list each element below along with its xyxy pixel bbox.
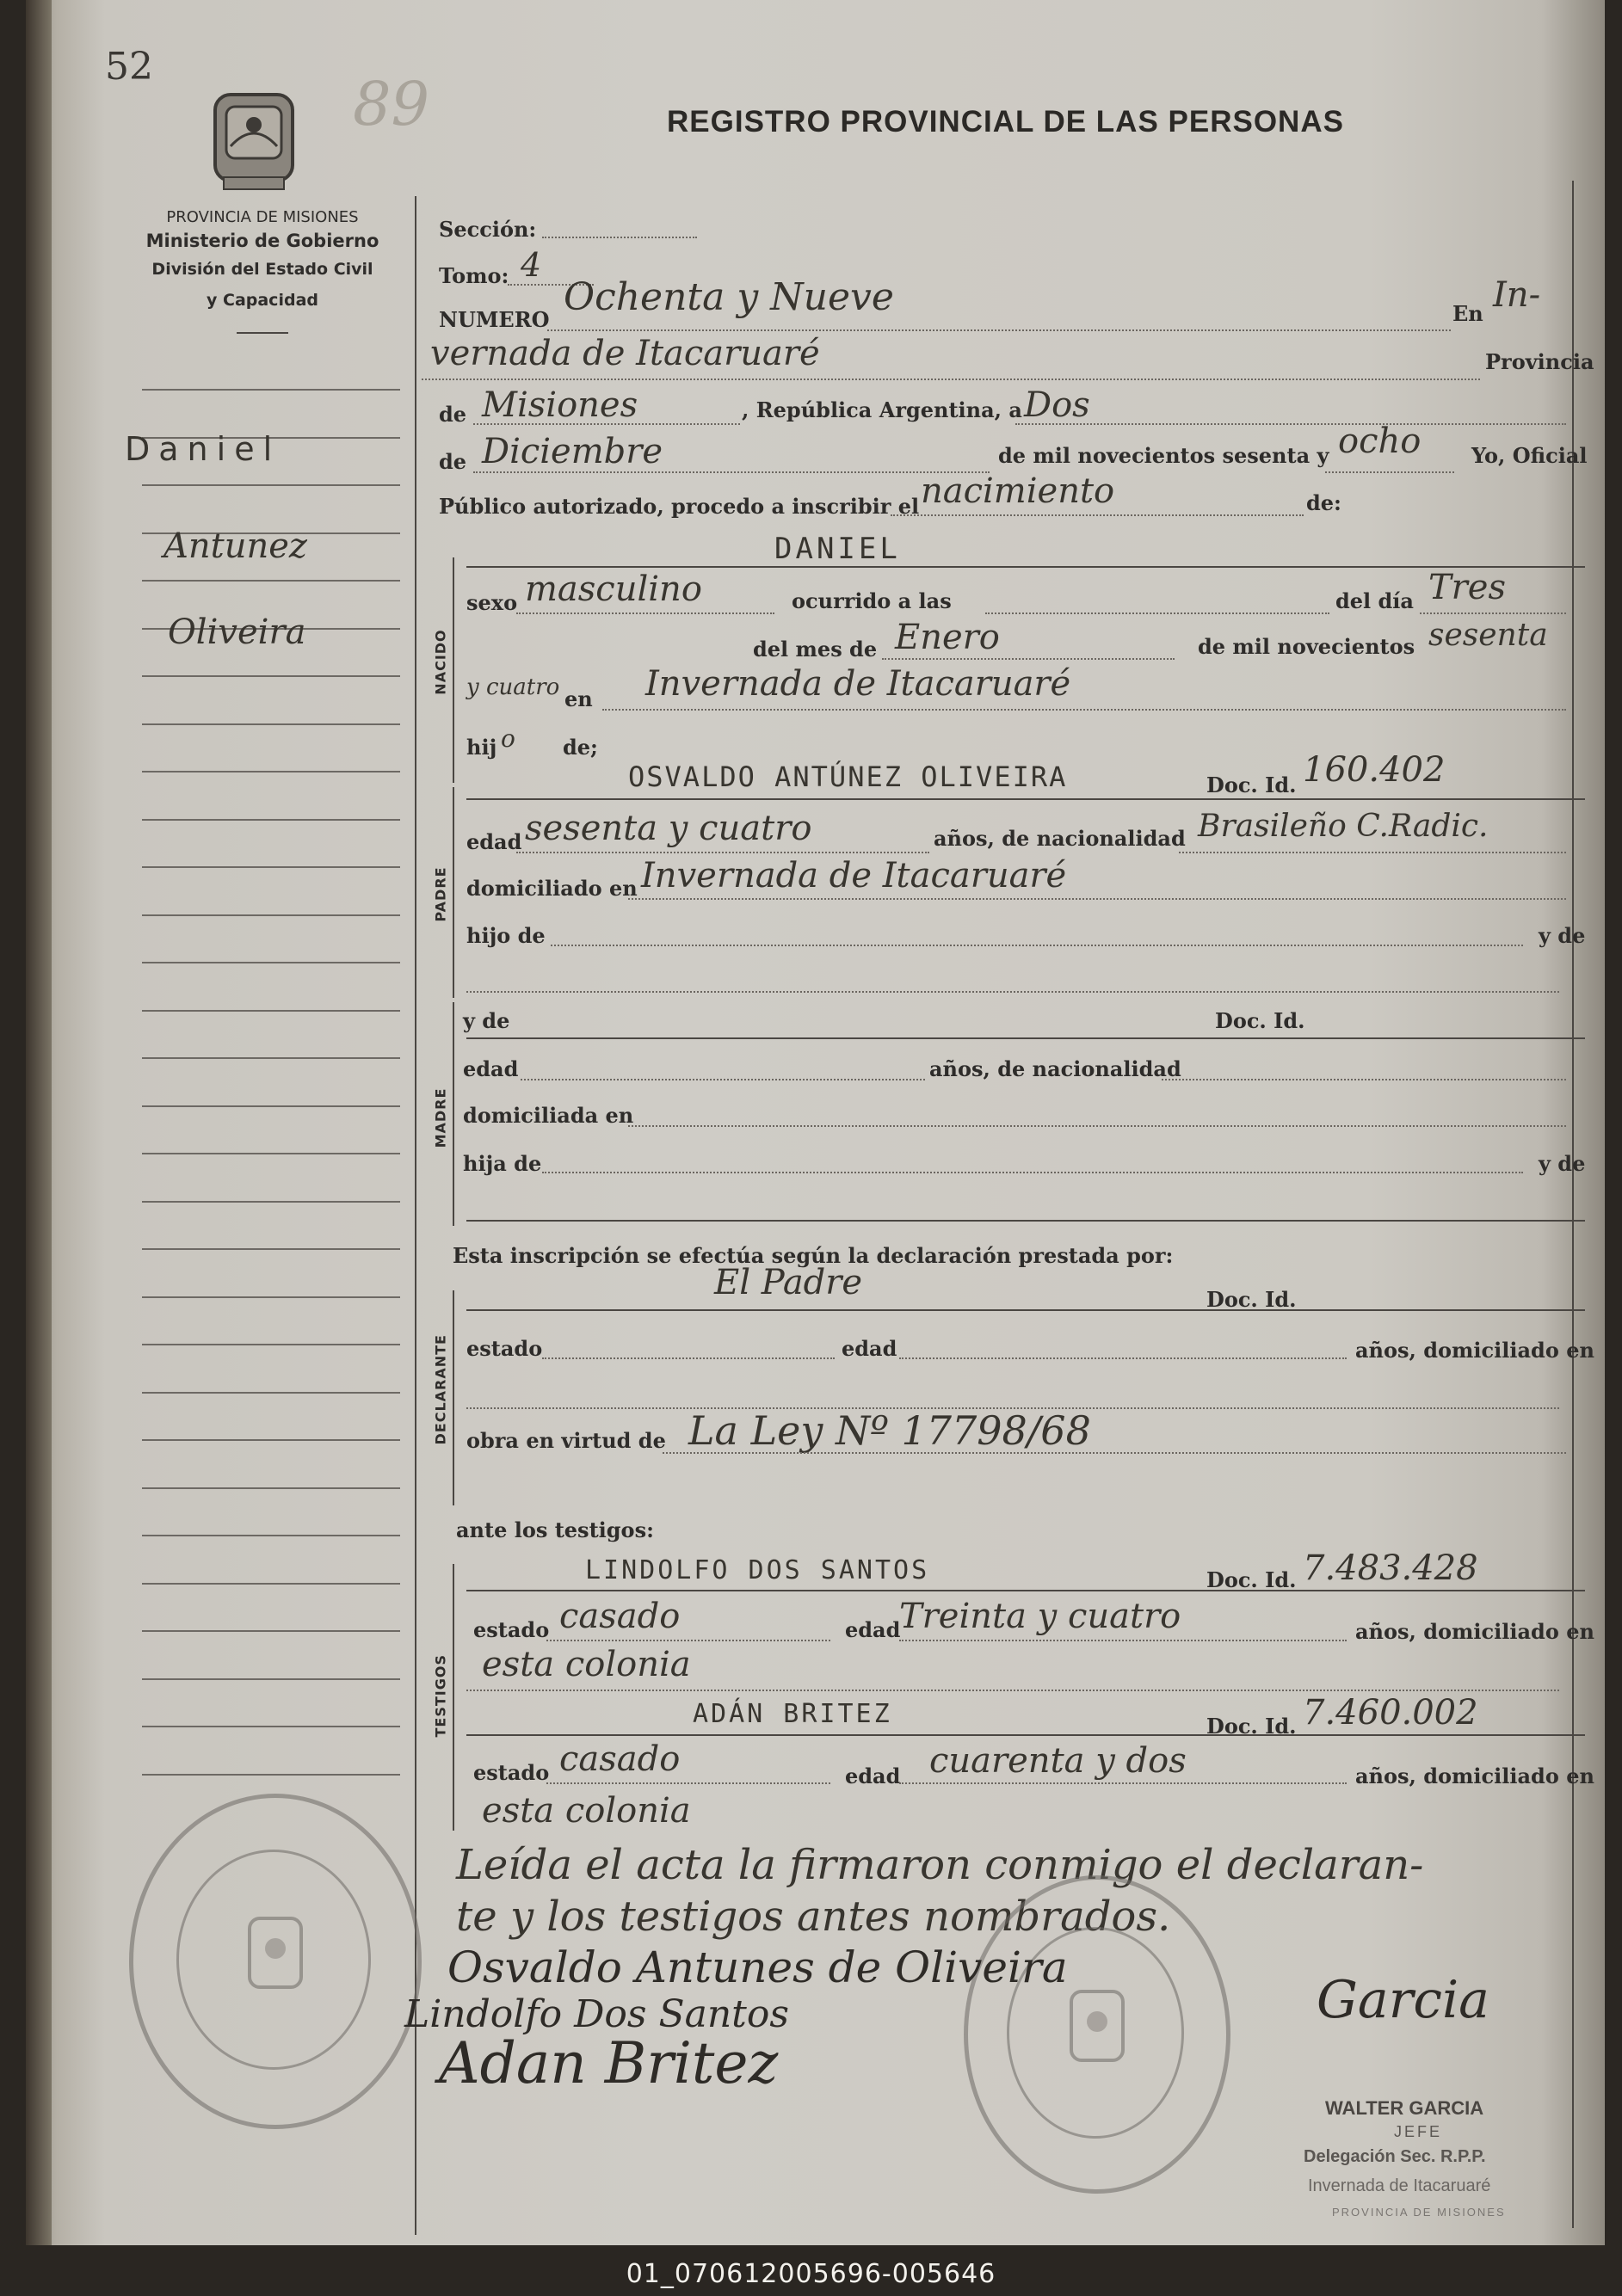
de-label-2: de xyxy=(439,449,467,474)
madre-nac-field xyxy=(1162,1079,1566,1080)
provincia-value: Misiones xyxy=(482,385,638,425)
testigo2-estado-value: casado xyxy=(559,1739,681,1779)
numero-label: NUMERO xyxy=(439,307,550,332)
margin-ruled-line xyxy=(142,1630,400,1632)
seal-stamp-left xyxy=(129,1794,422,2129)
testigos-section-label: TESTIGOS xyxy=(432,1654,449,1738)
official-stamp-name: WALTER GARCIA xyxy=(1325,2097,1484,2119)
padre-edad-label: edad xyxy=(466,829,522,854)
testigo1-estado-field xyxy=(546,1640,830,1641)
madre-hija-de-field xyxy=(542,1172,1523,1173)
book-spine-edge xyxy=(26,0,52,2245)
margin-ruled-line xyxy=(142,1248,400,1250)
official-stamp-place: Invernada de Itacaruaré xyxy=(1308,2176,1491,2195)
padre-doc-label: Doc. Id. xyxy=(1206,773,1297,797)
declarante-estado-field xyxy=(542,1357,835,1359)
org-line-1: PROVINCIA DE MISIONES xyxy=(166,208,359,226)
numero-field xyxy=(547,329,1451,331)
testigo1-estado-value: casado xyxy=(559,1597,681,1636)
de-colon-label: de: xyxy=(1306,490,1341,515)
margin-name-1: Daniel xyxy=(125,430,281,468)
testigo2-estado-label: estado xyxy=(473,1760,550,1785)
madre-domiciliada-label: domiciliada en xyxy=(463,1103,634,1128)
tomo-label: Tomo: xyxy=(439,263,509,288)
seal-stamp-center xyxy=(964,1875,1230,2194)
official-stamp-role: JEFE xyxy=(1394,2123,1443,2140)
declarante-edad-label: edad xyxy=(842,1336,897,1361)
provincial-crest-icon xyxy=(198,86,310,198)
testigo2-anos-dom-label: años, domiciliado en xyxy=(1355,1764,1594,1788)
lugar-nac-field xyxy=(602,709,1566,711)
padre-nac-field xyxy=(1179,852,1566,853)
sexo-label: sexo xyxy=(466,590,518,615)
signature-declarante: Osvaldo Antunes de Oliveira xyxy=(447,1942,1068,1992)
obra-value: La Ley Nº 17798/68 xyxy=(688,1407,1091,1454)
dia-field xyxy=(1015,423,1566,425)
testigo2-dom-value: esta colonia xyxy=(482,1791,691,1831)
signature-testigo-2: Adan Britez xyxy=(439,2030,779,2096)
margin-ruled-line xyxy=(142,1535,400,1536)
acto-field xyxy=(891,514,1304,516)
dia-nac-value: Tres xyxy=(1428,568,1506,607)
testigo1-dom-value: esta colonia xyxy=(482,1645,691,1684)
margin-ruled-line xyxy=(142,1774,400,1776)
testigo2-line xyxy=(466,1734,1585,1736)
hij-suffix: o xyxy=(501,724,515,753)
padre-hijo-de-label: hijo de xyxy=(466,923,546,948)
testigo1-line xyxy=(466,1590,1585,1591)
testigos-box-left xyxy=(453,1564,454,1831)
padre-doc-value: 160.402 xyxy=(1303,750,1446,790)
margin-ruled-line xyxy=(142,866,400,868)
official-stamp-province: PROVINCIA DE MISIONES xyxy=(1332,2206,1506,2219)
sexo-field xyxy=(516,612,774,614)
margin-ruled-line xyxy=(142,1010,400,1012)
testigo1-doc-value: 7.483.428 xyxy=(1303,1548,1478,1588)
closing-line-1: Leída el acta la firmaron conmigo el declaran- xyxy=(456,1841,1424,1889)
inscripcion-label: Esta inscripción se efectúa según la declaración prestada por: xyxy=(453,1243,1174,1268)
padre-edad-value: sesenta y cuatro xyxy=(525,809,812,848)
en-value-b: vernada de Itacaruaré xyxy=(430,334,820,373)
madre-edad-label: edad xyxy=(463,1056,519,1081)
declarante-estado-label: estado xyxy=(466,1336,543,1361)
de-label-1: de xyxy=(439,402,467,427)
declarante-doc-label: Doc. Id. xyxy=(1206,1287,1297,1312)
declarante-anos-dom-label: años, domiciliado en xyxy=(1355,1338,1594,1363)
republica-label: , República Argentina, a xyxy=(742,397,1022,422)
acto-value: nacimiento xyxy=(921,471,1115,511)
padre-box-left xyxy=(453,787,454,998)
mes-field xyxy=(473,471,990,473)
de-semi-label: de; xyxy=(563,735,598,760)
seccion-field xyxy=(542,237,697,238)
margin-ruled-line xyxy=(142,675,400,677)
pencil-note: 89 xyxy=(353,69,430,139)
testigo2-edad-label: edad xyxy=(845,1764,901,1788)
seccion-label: Sección: xyxy=(439,217,537,242)
margin-ruled-line xyxy=(142,1487,400,1489)
nacido-box-left xyxy=(453,557,454,783)
official-stamp-office: Delegación Sec. R.P.P. xyxy=(1304,2147,1486,2166)
declarante-line xyxy=(466,1309,1585,1311)
testigo1-dom-field xyxy=(466,1690,1559,1691)
document-title: REGISTRO PROVINCIAL DE LAS PERSONAS xyxy=(667,105,1344,138)
org-line-4: y Capacidad xyxy=(207,291,318,310)
declarante-value: El Padre xyxy=(714,1263,863,1302)
margin-ruled-line xyxy=(142,1439,400,1441)
margin-ruled-line xyxy=(142,484,400,486)
padre-domiciliado-label: domiciliado en xyxy=(466,876,638,901)
padre-y-de-label: y de xyxy=(1539,923,1586,948)
testigo1-nombre-value: LINDOLFO DOS SANTOS xyxy=(585,1555,930,1585)
nombre-line xyxy=(466,566,1585,568)
testigo2-doc-label: Doc. Id. xyxy=(1206,1714,1297,1739)
margin-ruled-line xyxy=(142,580,400,582)
margin-ruled-line xyxy=(142,914,400,916)
margin-name-3: Oliveira xyxy=(168,612,306,652)
provincia-field xyxy=(473,423,740,425)
nombre-value: DANIEL xyxy=(774,532,901,566)
footer-image-id: 01_070612005696-005646 xyxy=(626,2259,996,2289)
testigo1-anos-dom-label: años, domiciliado en xyxy=(1355,1619,1594,1644)
declarante-section-label: DECLARANTE xyxy=(432,1334,449,1445)
padre-anos-nac-label: años, de nacionalidad xyxy=(934,826,1186,851)
madre-section-label: MADRE xyxy=(432,1087,449,1148)
closing-line-2: te y los testigos antes nombrados. xyxy=(456,1893,1171,1941)
org-line-3: División del Estado Civil xyxy=(151,260,373,279)
testigo2-edad-value: cuarenta y dos xyxy=(929,1741,1187,1781)
dia-nac-field xyxy=(1420,612,1566,614)
testigo1-edad-value: Treinta y cuatro xyxy=(899,1597,1181,1636)
nacido-section-label: NACIDO xyxy=(432,629,449,695)
padre-hijo-de-field xyxy=(551,945,1523,946)
padre-dom-value: Invernada de Itacaruaré xyxy=(641,856,1067,896)
madre-hija-de-label: hija de xyxy=(463,1151,542,1176)
declarante-box-left xyxy=(453,1290,454,1505)
anio-nac-value-a: sesenta xyxy=(1428,618,1548,653)
madre-doc-label: Doc. Id. xyxy=(1215,1008,1305,1033)
provincia-label: Provincia xyxy=(1485,349,1594,374)
obra-field xyxy=(663,1452,1566,1454)
padre-nombre-value: OSVALDO ANTÚNEZ OLIVEIRA xyxy=(628,760,1068,793)
margin-ruled-line xyxy=(142,1392,400,1394)
padre-nac-value: Brasileño C.Radic. xyxy=(1198,809,1489,844)
lugar-nac-value: Invernada de Itacaruaré xyxy=(645,664,1071,704)
signature-testigo-1: Lindolfo Dos Santos xyxy=(404,1992,789,2036)
numero-value: Ochenta y Nueve xyxy=(564,275,894,319)
mes-nac-value: Enero xyxy=(895,618,1000,657)
testigo1-doc-label: Doc. Id. xyxy=(1206,1567,1297,1592)
margin-ruled-line xyxy=(142,1057,400,1059)
testigo2-doc-value: 7.460.002 xyxy=(1303,1693,1478,1733)
anio-nac-value-b: y cuatro xyxy=(466,674,560,700)
margin-ruled-line xyxy=(142,1153,400,1154)
hora-field xyxy=(985,612,1329,614)
margin-ruled-line xyxy=(142,1583,400,1585)
margin-ruled-line xyxy=(142,1296,400,1298)
testigo2-edad-field xyxy=(899,1782,1347,1784)
margin-ruled-line xyxy=(142,1201,400,1203)
form-right-border xyxy=(1572,181,1574,2228)
padre-dom-field xyxy=(628,898,1566,900)
margin-ruled-line xyxy=(142,1344,400,1345)
dia-value: Dos xyxy=(1024,385,1090,425)
madre-y-de-label-2: y de xyxy=(1539,1151,1586,1176)
register-page xyxy=(26,0,1605,2245)
mes-nac-field xyxy=(882,658,1175,660)
margin-ruled-line xyxy=(142,962,400,963)
hij-label: hij xyxy=(466,735,497,760)
mes-value: Diciembre xyxy=(482,432,663,471)
lugar-field xyxy=(422,379,1480,380)
page-number: 52 xyxy=(105,45,153,89)
padre-line xyxy=(466,798,1585,800)
en-nac-label: en xyxy=(564,686,593,711)
ante-label: ante los testigos: xyxy=(456,1517,654,1542)
signature-official: Garcia xyxy=(1317,1970,1489,2030)
madre-edad-field xyxy=(521,1079,925,1080)
del-dia-label: del día xyxy=(1335,588,1414,613)
padre-edad-field xyxy=(516,852,929,853)
anio-value: ocho xyxy=(1338,422,1422,461)
del-mes-label: del mes de xyxy=(753,637,878,662)
en-value-a: In- xyxy=(1493,275,1541,315)
testigo1-estado-label: estado xyxy=(473,1617,550,1642)
margin-ruled-line xyxy=(142,389,400,391)
margin-ruled-line xyxy=(142,1678,400,1680)
org-line-2: Ministerio de Gobierno xyxy=(145,231,379,251)
ocurrido-label: ocurrido a las xyxy=(792,588,952,613)
mil-nov-sesenta-label: de mil novecientos sesenta y xyxy=(998,443,1329,468)
publico-label: Público autorizado, procedo a inscribir el xyxy=(439,494,920,519)
madre-bottom-line xyxy=(466,1220,1585,1222)
testigo1-edad-label: edad xyxy=(845,1617,901,1642)
madre-anos-nac-label: años, de nacionalidad xyxy=(929,1056,1181,1081)
testigo2-nombre-value: ADÁN BRITEZ xyxy=(693,1699,892,1729)
padre-abuela-field xyxy=(466,991,1559,993)
margin-ruled-line xyxy=(142,723,400,725)
margin-ruled-line xyxy=(142,1105,400,1107)
madre-y-de-label: y de xyxy=(463,1008,510,1033)
margin-ruled-line xyxy=(142,819,400,821)
de-mil-nov-label: de mil novecientos xyxy=(1198,634,1415,659)
testigo1-edad-field xyxy=(899,1640,1347,1641)
org-underline xyxy=(237,332,288,334)
margin-ruled-line xyxy=(142,1726,400,1727)
tomo-value: 4 xyxy=(521,246,542,284)
margin-ruled-line xyxy=(142,771,400,773)
madre-dom-field xyxy=(628,1125,1566,1127)
yo-oficial-label: Yo, Oficial xyxy=(1471,443,1588,468)
anio-field xyxy=(1325,471,1454,473)
madre-box-left xyxy=(453,1002,454,1226)
sexo-value: masculino xyxy=(525,569,702,609)
obra-label: obra en virtud de xyxy=(466,1428,666,1453)
padre-section-label: PADRE xyxy=(432,866,449,922)
testigo2-estado-field xyxy=(546,1782,830,1784)
declarante-edad-field xyxy=(899,1357,1347,1359)
madre-line xyxy=(466,1037,1585,1039)
en-label: En xyxy=(1452,301,1483,326)
margin-name-2: Antunez xyxy=(163,526,307,566)
